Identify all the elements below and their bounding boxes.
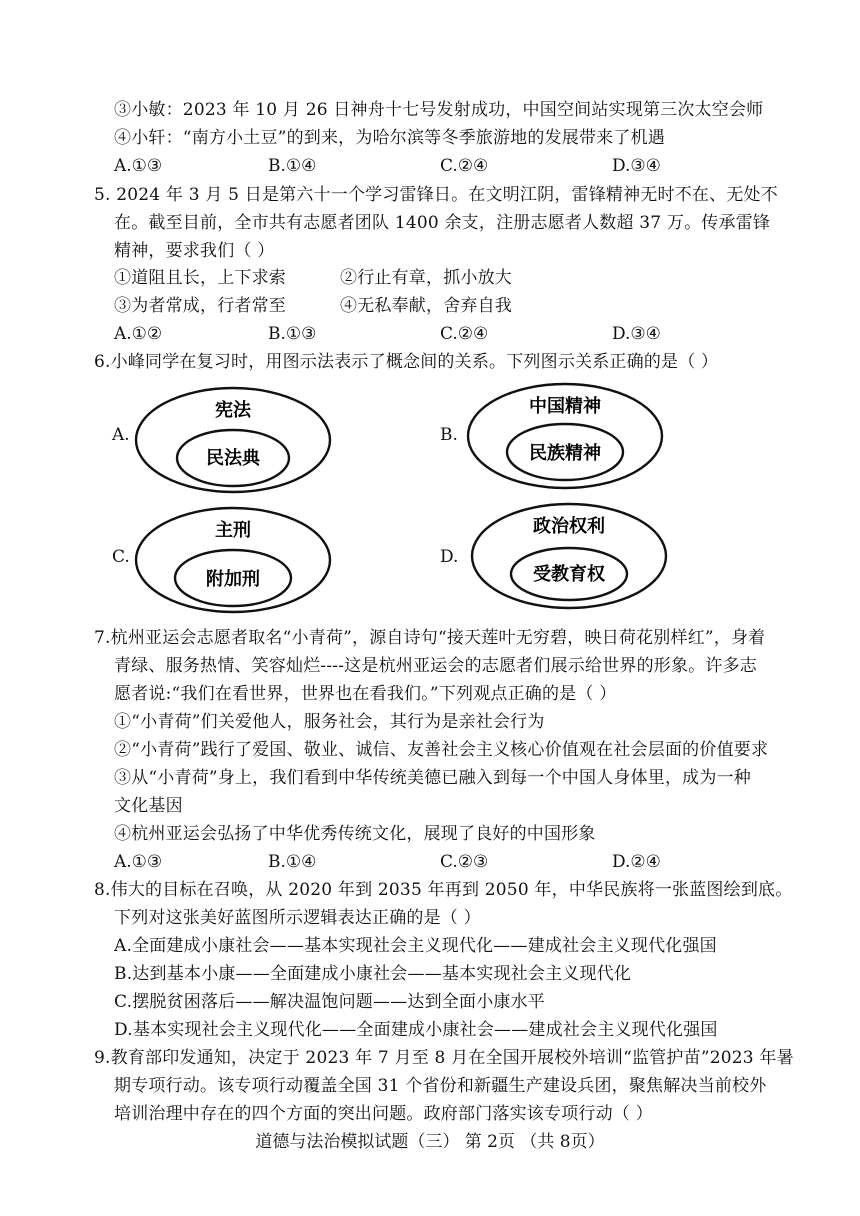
q7-option-a: A.①③ [114, 852, 163, 872]
q6-c-inner-text: 附加刑 [206, 569, 260, 590]
q6-stem: 6.小峰同学在复习时，用图示法表示了概念间的关系。下列图示关系正确的是（ ） [94, 352, 719, 372]
q4-option-c: C.②④ [440, 156, 489, 176]
q7-item-3-cont: 文化基因 [114, 796, 183, 816]
q5-option-a: A.①② [114, 324, 163, 344]
q4-option-d: D.③④ [612, 156, 661, 176]
q8-option-d: D.基本实现社会主义现代化——全面建成小康社会——建成社会主义现代化强国 [114, 1020, 718, 1040]
q5-item-1: ①道阻且长，上下求索 [114, 268, 286, 288]
q6-b-inner-text: 民族精神 [529, 443, 601, 464]
q6-diagram-c [132, 504, 334, 616]
q6-d-inner-text: 受教育权 [533, 564, 605, 585]
q7-stem-line-3: 愿者说:“我们在看世界，世界也在看我们。”下列观点正确的是（ ） [114, 684, 617, 704]
q9-stem-line-2: 期专项行动。该专项行动覆盖全国 31 个省份和新疆生产建设兵团，聚焦解决当前校外 [114, 1076, 767, 1096]
q7-option-d: D.②④ [612, 852, 661, 872]
q7-item-3: ③从“小青荷”身上，我们看到中华传统美德已融入到每一个中国人身体里，成为一种 [114, 768, 751, 788]
q6-diagram-d [468, 500, 670, 612]
q6-d-outer-text: 政治权利 [533, 516, 605, 537]
q6-a-inner-text: 民法典 [206, 448, 260, 469]
q7-item-2: ②“小青荷”践行了爱国、敬业、诚信、友善社会主义核心价值观在社会层面的价值要求 [114, 740, 769, 760]
q5-option-c: C.②④ [440, 324, 489, 344]
q6-diagram-c-label: C. [112, 547, 130, 567]
q8-stem-line-1: 8.伟大的目标在召唤，从 2020 年到 2035 年再到 2050 年，中华民族将一张蓝图绘到底。 [94, 880, 793, 900]
q4-option-a: A.①③ [114, 156, 163, 176]
q6-c-outer-text: 主刑 [215, 520, 251, 541]
q8-option-c: C.摆脱贫困落后——解决温饱问题——达到全面小康水平 [114, 992, 546, 1012]
q5-option-d: D.③④ [612, 324, 661, 344]
q4-item-4: ④小轩：“南方小土豆”的到来，为哈尔滨等冬季旅游地的发展带来了机遇 [114, 128, 665, 148]
q5-stem-line-3: 精神，要求我们（ ） [114, 241, 275, 261]
q8-stem-line-2: 下列对这张美好蓝图所示逻辑表达正确的是（ ） [114, 908, 481, 928]
q7-stem-line-1: 7.杭州亚运会志愿者取名“小青荷”，源自诗句“接天莲叶无穷碧，映日荷花别样红”，身着 [94, 628, 766, 648]
q7-item-1: ①“小青荷”们关爱他人，服务社会，其行为是亲社会行为 [114, 712, 545, 732]
q9-stem-line-3: 培训治理中存在的四个方面的突出问题。政府部门落实该专项行动（ ） [114, 1104, 653, 1124]
q9-stem-line-1: 9.教育部印发通知，决定于 2023 年 7 月至 8 月在全国开展校外培训“监管护苗”2023 年暑 [94, 1048, 794, 1068]
q4-item-3: ③小敏：2023 年 10 月 26 日神舟十七号发射成功，中国空间站实现第三次太空会师 [114, 100, 764, 120]
q5-item-2: ②行止有章，抓小放大 [340, 268, 512, 288]
q7-option-b: B.①④ [268, 852, 317, 872]
q6-diagram-b-label: B. [440, 425, 458, 445]
q8-option-b: B.达到基本小康——全面建成小康社会——基本实现社会主义现代化 [114, 964, 632, 984]
q8-option-a: A.全面建成小康社会——基本实现社会主义现代化——建成社会主义现代化强国 [114, 936, 717, 956]
q4-option-b: B.①④ [268, 156, 317, 176]
q7-stem-line-2: 青绿、服务热情、笑容灿烂----这是杭州亚运会的志愿者们展示给世界的形象。许多志 [114, 656, 757, 676]
q6-diagram-a-label: A. [112, 425, 130, 445]
q7-option-c: C.②③ [440, 852, 489, 872]
q5-item-3: ③为者常成，行者常至 [114, 296, 286, 316]
q6-diagram-a [132, 384, 334, 496]
q6-diagram-b [464, 380, 666, 492]
q6-a-outer-text: 宪法 [215, 400, 251, 421]
q6-b-outer-text: 中国精神 [529, 396, 601, 417]
q5-option-b: B.①③ [268, 324, 317, 344]
page-footer: 道德与法治模拟试题（三） 第 2页 （共 8页） [255, 1132, 605, 1152]
q5-stem-line-2: 在。截至目前，全市共有志愿者团队 1400 余支，注册志愿者人数超 37 万。传承雷锋 [114, 213, 771, 233]
q7-item-4: ④杭州亚运会弘扬了中华优秀传统文化，展现了良好的中国形象 [114, 824, 596, 844]
q5-item-4: ④无私奉献，舍弃自我 [340, 296, 512, 316]
q6-diagram-d-label: D. [440, 547, 459, 567]
q5-stem-line-1: 5. 2024 年 3 月 5 日是第六十一个学习雷锋日。在文明江阴，雷锋精神无时不在、无处不 [94, 185, 778, 205]
